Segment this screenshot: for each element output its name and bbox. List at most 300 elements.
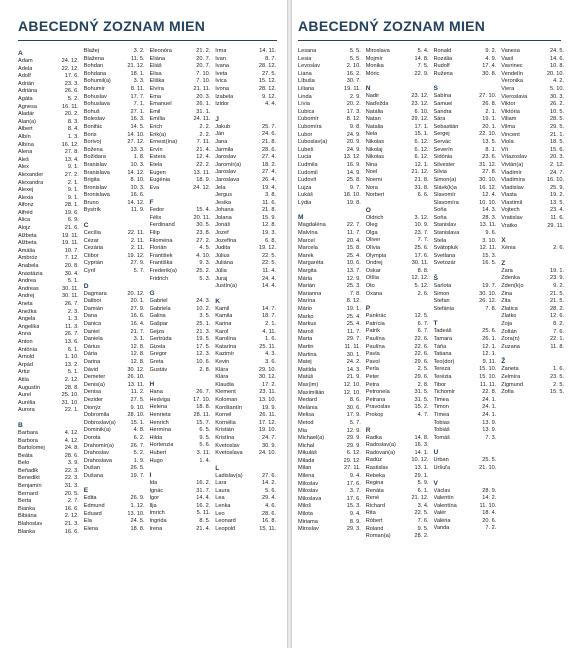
name-text: Dávid — [83, 366, 99, 373]
letter-section — [215, 114, 277, 291]
name-entry — [298, 420, 362, 428]
name-entry — [366, 162, 430, 170]
name-day-date: 2. 12. — [64, 376, 79, 383]
name-entry — [298, 336, 362, 344]
name-text: Emanuel — [149, 101, 172, 108]
name-entry — [215, 71, 277, 79]
name-entry — [215, 374, 277, 382]
name-entry — [84, 511, 146, 519]
name-entry — [434, 397, 498, 405]
name-entry — [298, 390, 362, 398]
name-day-date: 9. 5. — [417, 525, 429, 532]
name-entry — [298, 329, 362, 337]
name-text: Benjamín — [18, 483, 42, 490]
name-entry — [366, 473, 430, 481]
name-day-date: 29. 10. — [258, 366, 276, 373]
name-entry — [18, 157, 80, 165]
letter-section — [18, 48, 80, 415]
name-text: Aurel — [18, 392, 32, 399]
name-entry — [298, 94, 362, 102]
name-day-date: 25. 4. — [346, 252, 361, 259]
name-text: Jonáš — [215, 222, 231, 229]
name-entry — [84, 458, 146, 466]
name-text: Branislava — [83, 169, 110, 176]
name-entry — [215, 260, 277, 268]
name-text: Helena — [149, 404, 168, 411]
section-letter: P — [365, 305, 371, 313]
name-day-date: 31. 1. — [196, 108, 211, 115]
name-day-date: 30. 5. — [196, 222, 211, 229]
name-day-date: 22. 11. — [127, 230, 145, 237]
section-letter: A — [18, 50, 23, 57]
name-day-date: 31. 3. — [64, 483, 79, 490]
letter-section — [298, 212, 362, 533]
name-entry — [215, 268, 277, 276]
name-entry — [298, 359, 362, 367]
name-entry — [84, 185, 146, 193]
name-column — [298, 48, 362, 640]
name-text: Zora(n) — [501, 336, 520, 343]
name-day-date: 15. 12. — [258, 78, 276, 85]
name-day-date: 12. 11. — [479, 245, 497, 252]
name-entry — [298, 473, 362, 481]
name-entry — [150, 56, 212, 64]
name-entry — [366, 101, 430, 109]
name-text: Teo(dor) — [433, 358, 455, 365]
name-text: Mojmír — [365, 55, 383, 62]
name-text: Vladimír — [501, 169, 522, 176]
name-text: Karina — [215, 321, 232, 327]
name-entry — [150, 253, 212, 261]
name-text: Emil — [149, 108, 161, 115]
name-entry — [18, 407, 80, 415]
name-entry — [215, 397, 277, 405]
name-text: Anabela — [18, 263, 39, 270]
name-day-date: 2. 11. — [130, 245, 145, 252]
name-entry — [366, 495, 430, 503]
name-text: Alfréd — [18, 209, 33, 216]
name-entry — [84, 329, 146, 337]
name-text: Samuel — [433, 100, 453, 107]
name-entry — [366, 93, 430, 101]
name-text: Adrián — [18, 80, 35, 87]
name-day-date: 12. 9. — [346, 427, 361, 434]
name-text: Eugen — [149, 169, 166, 176]
name-day-date: 24. 9. — [346, 146, 361, 153]
name-text: Radovan(a) — [365, 449, 395, 456]
name-entry — [298, 56, 362, 64]
name-text: Brigita — [83, 177, 100, 184]
name-entry — [434, 260, 498, 268]
name-entry — [501, 63, 565, 71]
name-text: Gregor — [149, 351, 167, 358]
name-entry — [215, 351, 277, 359]
name-entry — [298, 481, 362, 489]
name-day-date: 15. 10. — [479, 373, 497, 380]
name-day-date: 31. 12. — [479, 161, 497, 168]
name-text: Oldrich — [365, 214, 384, 221]
name-day-date: 19. 11. — [344, 85, 361, 92]
name-entry — [84, 443, 146, 451]
name-text: Mikuláš — [298, 450, 317, 457]
name-day-date: 5. 12. — [414, 283, 429, 290]
name-text: Lubor — [298, 131, 313, 138]
name-day-date: 26. 12. — [479, 298, 497, 305]
letter-section — [84, 485, 146, 533]
name-entry — [298, 511, 362, 519]
section-letter: D — [83, 282, 89, 290]
name-text: Gejza — [149, 328, 165, 335]
name-text: Zoja — [501, 321, 513, 327]
name-text: Rita — [365, 510, 376, 517]
name-entry — [84, 427, 146, 435]
name-entry — [215, 488, 277, 496]
name-entry — [215, 306, 277, 314]
title-rule — [298, 40, 561, 41]
name-entry — [84, 147, 146, 155]
name-text: Jela — [215, 184, 226, 191]
name-entry — [434, 48, 498, 56]
name-text: Vincent — [501, 131, 520, 138]
name-text: Ivona — [215, 85, 229, 92]
name-text: Aleš — [18, 156, 29, 163]
name-entry — [366, 328, 430, 336]
name-day-date: 9. 12. — [262, 93, 276, 100]
name-text: Adolf — [18, 73, 31, 80]
name-entry — [215, 169, 277, 177]
name-entry — [366, 465, 430, 473]
name-text: Alžbeta — [18, 240, 37, 247]
right-page — [292, 0, 579, 648]
letter-section — [501, 356, 565, 396]
name-day-date: 25. 10. — [61, 392, 79, 399]
name-day-date: 19. 10. — [258, 427, 276, 434]
name-text: Alex — [18, 164, 29, 171]
name-entry — [298, 526, 362, 534]
name-text: Bronislava — [83, 192, 110, 199]
name-text: Dušana — [83, 472, 104, 479]
name-day-date: 12. 6. — [550, 313, 564, 320]
name-text: Agnesa — [18, 103, 37, 110]
name-text: Filip — [149, 230, 160, 237]
name-text: Alena — [18, 149, 33, 156]
name-day-date: 11. 11. — [479, 381, 497, 388]
name-entry — [366, 404, 430, 412]
section-letter: U — [433, 449, 439, 457]
name-text: Ján — [215, 131, 225, 138]
name-text: Ernest(ína) — [149, 139, 178, 146]
name-day-date: 28. 11. — [193, 411, 211, 418]
section-letter: K — [215, 297, 221, 305]
name-text: Frederik(a) — [149, 268, 177, 275]
name-text: Štefánia — [433, 305, 455, 312]
name-day-date: 4. 9. — [485, 55, 497, 62]
name-entry — [501, 207, 565, 215]
name-text: Vavrinec — [501, 63, 523, 70]
name-text: Peter — [365, 373, 380, 380]
name-day-date: 17. 5. — [196, 343, 211, 350]
name-day-date: 29. 9. — [346, 435, 361, 442]
name-entry — [366, 275, 430, 283]
name-entry — [215, 405, 277, 413]
name-text: Soňa — [433, 214, 447, 221]
name-text: Max(im) — [298, 381, 319, 388]
name-entry — [501, 162, 565, 170]
name-entry — [84, 405, 146, 413]
name-text: Artur — [18, 369, 31, 376]
name-day-date: 27. 5. — [130, 396, 145, 403]
name-text: Jolana — [215, 214, 232, 221]
name-text: Nikolaj — [365, 146, 383, 153]
name-day-date: 21. 3. — [196, 328, 211, 335]
name-day-date: 7. 7. — [417, 237, 429, 244]
name-entry — [18, 126, 80, 134]
name-day-date: 6. 6. — [417, 192, 429, 199]
name-day-date: 2. 8. — [199, 366, 211, 373]
title-rule — [18, 40, 277, 41]
name-day-date: 21. 8. — [262, 207, 276, 214]
name-text: Alexej — [18, 187, 34, 194]
name-text: Aneta — [18, 301, 33, 307]
name-entry — [18, 362, 80, 370]
name-entry — [434, 116, 498, 124]
name-text: Ondrej — [365, 260, 383, 267]
name-entry — [434, 56, 498, 64]
name-text: Marína — [298, 298, 316, 305]
name-entry — [150, 488, 212, 496]
name-day-date: 12. 10. — [343, 389, 361, 396]
name-day-date: 18. 9. — [196, 177, 211, 184]
name-day-date: 8. 4. — [67, 126, 79, 133]
name-text: Izabela — [215, 93, 234, 100]
name-day-date: 5. 10. — [550, 85, 564, 92]
name-text: Želmíra — [501, 373, 521, 380]
section-letter: B — [18, 421, 23, 429]
name-day-date: 9. 4. — [349, 511, 361, 518]
name-entry — [150, 238, 212, 246]
name-text: Milena — [298, 473, 315, 480]
name-text: František — [149, 252, 173, 259]
name-text: Oxana — [365, 290, 383, 297]
name-text: Vanda — [433, 525, 450, 532]
name-entry — [298, 405, 362, 413]
name-entry — [501, 48, 565, 56]
page-title: ABECEDNÝ ZOZNAM MIEN — [298, 18, 486, 34]
name-text: Zlatica — [501, 305, 518, 312]
name-day-date: 19. 1. — [482, 116, 497, 123]
name-day-date: 6. 2. — [133, 434, 145, 441]
name-text: Belo — [18, 460, 30, 467]
name-day-date: 5. 1. — [67, 278, 79, 285]
name-text: Žaneta — [501, 366, 519, 373]
name-text: Paulína — [365, 336, 385, 342]
name-text: Ľudovít — [298, 177, 317, 184]
name-day-date: 3. 11. — [196, 449, 211, 456]
name-entry — [298, 245, 362, 253]
name-day-date: 30. 12. — [127, 366, 145, 373]
name-text: Gizela — [149, 343, 166, 350]
name-text: Danica — [83, 321, 102, 327]
name-entry — [150, 154, 212, 162]
name-day-date: 16. 12. — [61, 141, 79, 148]
name-day-date: 27. 11. — [344, 465, 361, 472]
name-entry — [501, 215, 565, 223]
name-text: Filoména — [149, 237, 173, 244]
name-entry — [18, 483, 80, 491]
name-day-date: 2. 10. — [346, 63, 361, 70]
name-entry — [150, 450, 212, 458]
name-text: Maximilián — [298, 389, 325, 396]
name-entry — [501, 382, 565, 390]
name-text: Cecília — [83, 230, 101, 237]
name-text: Noel — [365, 169, 378, 176]
section-letter: V — [433, 479, 438, 487]
name-entry — [18, 255, 80, 263]
name-entry — [150, 480, 212, 488]
name-text: Ružena — [433, 70, 453, 77]
name-entry — [215, 86, 277, 94]
name-entry — [84, 101, 146, 109]
name-day-date: 7. 10. — [196, 70, 211, 77]
name-day-date: 19. 2. — [550, 192, 564, 199]
name-text: Daniela — [83, 336, 103, 343]
name-text: Xénia — [501, 245, 516, 252]
name-entry — [298, 101, 362, 109]
name-entry — [366, 283, 430, 291]
name-text: Elisa — [149, 70, 162, 77]
name-day-date: 9. 2. — [553, 283, 564, 290]
name-day-date: 22. 5. — [414, 510, 429, 517]
name-text: Bronislav — [83, 184, 107, 191]
name-entry — [150, 124, 212, 132]
name-entry — [298, 139, 362, 147]
name-entry — [298, 48, 362, 56]
name-text: Vlasta — [501, 192, 517, 199]
name-day-date: 10. 2. — [196, 305, 211, 312]
name-entry — [150, 397, 212, 405]
name-text: Hortenzia — [149, 442, 174, 449]
name-entry — [84, 450, 146, 458]
name-entry — [215, 283, 277, 291]
letter-section — [434, 83, 498, 268]
name-entry — [434, 147, 498, 155]
name-entry — [366, 124, 430, 132]
name-day-date: 21. 8. — [262, 138, 276, 145]
letter-section — [150, 48, 212, 192]
name-day-date: 27. 1. — [130, 108, 145, 115]
name-day-date: 3. 7. — [349, 488, 361, 495]
name-day-date: 20. 9. — [346, 139, 361, 146]
name-day-date: 6. 12. — [346, 450, 361, 457]
name-entry — [18, 134, 80, 142]
name-text: Markus — [298, 321, 317, 328]
name-day-date: 14. 8. — [414, 55, 429, 62]
name-day-date: 30. 1. — [346, 351, 361, 358]
section-letter: L — [215, 464, 220, 472]
name-day-date: 30. 11. — [411, 260, 429, 267]
name-entry — [215, 200, 277, 208]
name-day-date: 9. 11. — [482, 358, 497, 365]
name-text: Blahoslav — [18, 521, 43, 528]
name-entry — [18, 142, 80, 150]
name-entry — [18, 475, 80, 483]
name-text: Michael(a) — [298, 435, 325, 442]
name-day-date: 29. 11. — [547, 222, 564, 229]
name-text: Imrich — [149, 510, 165, 517]
name-text: René — [365, 495, 380, 502]
name-day-date: 13. 2. — [64, 361, 79, 368]
name-day-date: 9. 3. — [199, 260, 211, 267]
name-text: Erich — [149, 123, 163, 130]
name-day-date: 8. 2. — [553, 321, 564, 327]
name-entry — [150, 207, 212, 215]
name-entry — [18, 324, 80, 332]
name-day-date: 21. 5. — [550, 298, 564, 305]
name-text: Martin — [298, 343, 314, 350]
name-text: Slavomír — [433, 192, 456, 199]
name-entry — [18, 217, 80, 225]
name-entry — [298, 298, 362, 306]
name-text: Lesana — [298, 48, 317, 54]
name-text: Tatiana — [433, 351, 452, 358]
name-day-date: 16. 3. — [414, 442, 429, 449]
name-day-date: 23. 7. — [414, 229, 429, 236]
name-entry — [215, 321, 277, 329]
name-text: Bohdan — [83, 63, 104, 70]
name-entry — [18, 96, 80, 104]
name-text: Ida — [149, 480, 158, 487]
name-entry — [434, 71, 498, 79]
name-entry — [18, 293, 80, 301]
name-text: Ela — [83, 518, 92, 525]
name-text: Jarmila — [215, 146, 234, 153]
name-day-date: 16. 9. — [346, 161, 361, 168]
name-text: Juliána — [215, 260, 233, 267]
name-text: Fedor — [149, 207, 165, 214]
section-letter: F — [149, 199, 154, 207]
name-day-date: 30. 10. — [479, 290, 497, 297]
name-entry — [366, 435, 430, 443]
name-entry — [366, 185, 430, 193]
name-day-date: 4. 5. — [199, 245, 211, 252]
name-entry — [18, 278, 80, 286]
name-text: Veronika — [501, 78, 524, 85]
name-entry — [434, 412, 498, 420]
name-text: Eduard — [83, 510, 102, 517]
name-day-date: 15. 11. — [259, 525, 276, 532]
name-day-date: 16. 5. — [482, 260, 497, 267]
name-day-date: 22. 2. — [196, 161, 211, 168]
name-entry — [366, 488, 430, 496]
name-day-date: 12. 4. — [482, 192, 497, 199]
name-entry — [434, 306, 498, 314]
name-entry — [84, 389, 146, 397]
name-text: Berta — [18, 498, 32, 505]
name-entry — [434, 109, 498, 117]
name-day-date: 28. 6. — [262, 510, 276, 517]
name-entry — [298, 230, 362, 238]
name-day-date: 18. 5. — [550, 139, 564, 146]
section-letter: C — [83, 222, 89, 230]
name-entry — [298, 412, 362, 420]
name-entry — [298, 321, 362, 329]
name-text: Atila — [18, 376, 29, 383]
name-day-date: 17. 6. — [64, 73, 79, 80]
name-text: Móric — [365, 70, 380, 77]
name-day-date: 21. 12. — [411, 495, 429, 502]
name-entry — [215, 313, 277, 321]
name-entry — [18, 347, 80, 355]
